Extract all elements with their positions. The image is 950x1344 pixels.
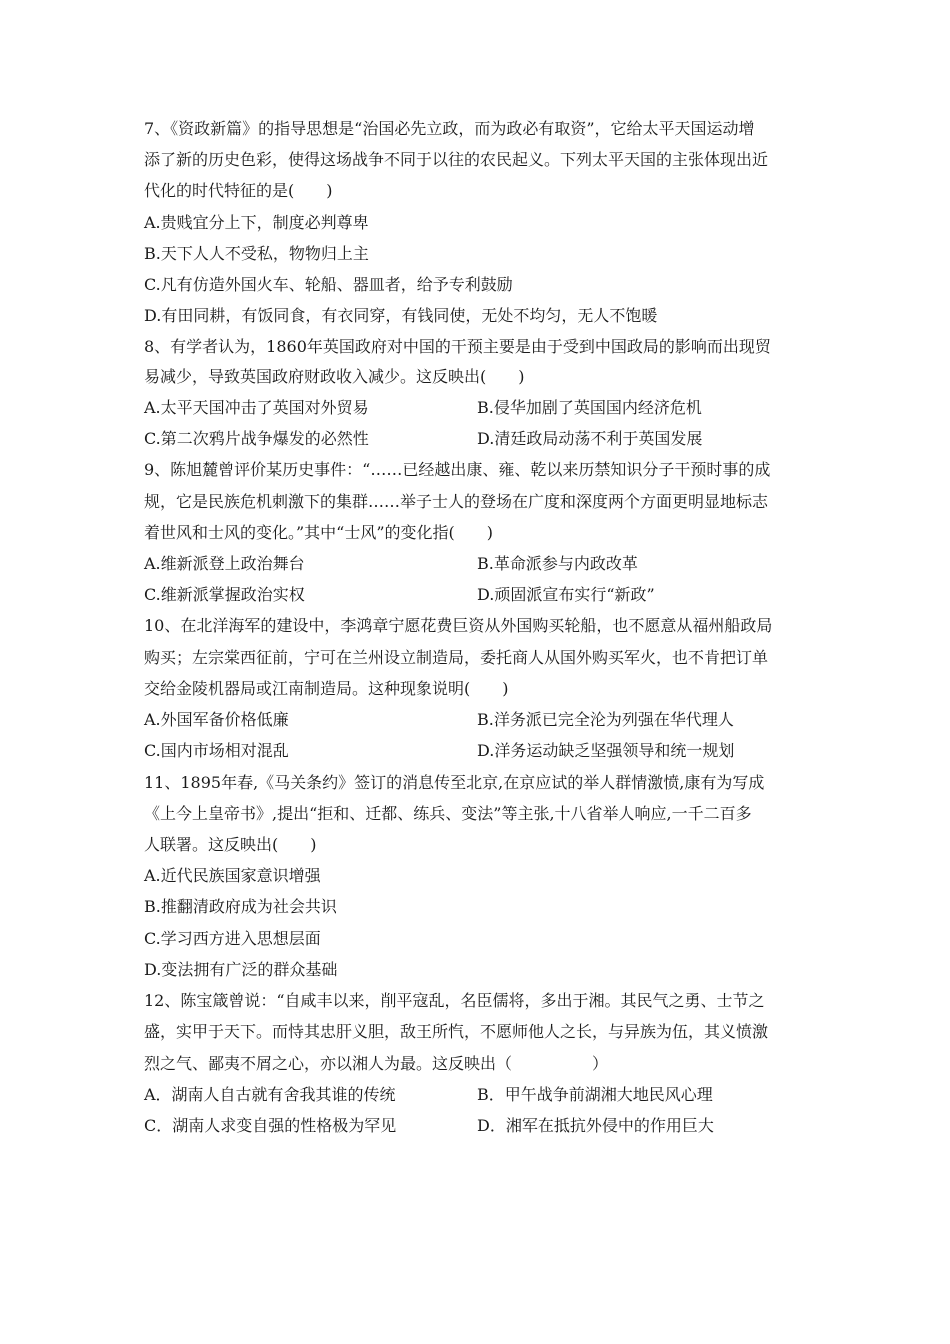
q12-stem-line-1: 12、陈宝箴曾说：“自咸丰以来，削平寇乱，名臣儒将，多出于湘。其民气之勇、士节之	[144, 991, 765, 1010]
q7-stem-line-3: 代化的时代特征的是( )	[144, 181, 333, 200]
q8-option-c: C.第二次鸦片战争爆发的必然性	[144, 429, 369, 448]
q9-stem-line-1: 9、陈旭麓曾评价某历史事件：“……已经越出康、雍、乾以来历禁知识分子干预时事的成	[144, 460, 771, 479]
q9-option-b: B.革命派参与内政改革	[477, 554, 638, 573]
q10-option-a: A.外国军备价格低廉	[144, 710, 289, 729]
q12-option-c: C．湖南人求变自强的性格极为罕见	[144, 1116, 397, 1135]
q12-option-a: A．湖南人自古就有舍我其谁的传统	[144, 1085, 396, 1104]
q8-option-a: A.太平天国冲击了英国对外贸易	[144, 398, 369, 417]
q11-stem-line-1: 11、1895年春,《马关条约》签订的消息传至北京,在京应试的举人群情激愤,康有为写成	[144, 773, 765, 792]
q11-option-d: D.变法拥有广泛的群众基础	[144, 960, 338, 979]
q9-stem-line-3: 着世风和士风的变化。”其中“士风”的变化指( )	[144, 523, 494, 542]
q12-option-b: B．甲午战争前湖湘大地民风心理	[477, 1085, 713, 1104]
q11-stem-line-3: 人联署。这反映出( )	[144, 835, 317, 854]
q10-stem-line-2: 购买；左宗棠西征前，宁可在兰州设立制造局，委托商人从国外购买军火，也不肯把订单	[144, 648, 769, 667]
q10-stem-line-3: 交给金陵机器局或江南制造局。这种现象说明( )	[144, 679, 509, 698]
q9-option-a: A.维新派登上政治舞台	[144, 554, 305, 573]
q7-stem-line-1: 7、《资政新篇》的指导思想是“治国必先立政，而为政必有取资”，它给太平天国运动增	[144, 119, 755, 138]
q11-stem-line-2: 《上今上皇帝书》,提出“拒和、迁都、练兵、变法”等主张,十八省举人响应,一千二百多	[144, 804, 752, 823]
q9-stem-line-2: 规，它是民族危机刺激下的集群……举子士人的登场在广度和深度两个方面更明显地标志	[144, 492, 769, 511]
q8-stem-line-1: 8、有学者认为，1860年英国政府对中国的干预主要是由于受到中国政局的影响而出现贸	[144, 337, 771, 356]
q9-option-d: D.顽固派宣布实行“新政”	[477, 585, 655, 604]
q12-option-d: D．湘军在抵抗外侵中的作用巨大	[477, 1116, 714, 1135]
q7-stem-line-2: 添了新的历史色彩，使得这场战争不同于以往的农民起义。下列太平天国的主张体现出近	[144, 150, 769, 169]
q8-option-b: B.侵华加剧了英国国内经济危机	[477, 398, 702, 417]
q9-option-c: C.维新派掌握政治实权	[144, 585, 305, 604]
q8-stem-line-2: 易减少，导致英国政府财政收入减少。这反映出( )	[144, 367, 525, 386]
q12-stem-line-2: 盛，实甲于天下。而恃其忠肝义胆，敌王所忾，不愿师他人之长，与异族为伍，其义愤激	[144, 1022, 769, 1041]
q7-option-d: D.有田同耕，有饭同食，有衣同穿，有钱同使，无处不均匀，无人不饱暖	[144, 306, 658, 325]
q10-option-b: B.洋务派已完全沦为列强在华代理人	[477, 710, 734, 729]
q7-option-a: A.贵贱宜分上下，制度必判尊卑	[144, 213, 369, 232]
q7-option-c: C.凡有仿造外国火车、轮船、器皿者，给予专利鼓励	[144, 275, 513, 294]
q7-option-b: B.天下人人不受私，物物归上主	[144, 244, 369, 263]
q12-stem-line-3: 烈之气、鄙夷不屑之心，亦以湘人为最。这反映出（ ）	[144, 1054, 609, 1073]
q11-option-c: C.学习西方进入思想层面	[144, 929, 321, 948]
q11-option-b: B.推翻清政府成为社会共识	[144, 897, 337, 916]
q10-stem-line-1: 10、在北洋海军的建设中，李鸿章宁愿花费巨资从外国购买轮船，也不愿意从福州船政局	[144, 616, 773, 635]
q8-option-d: D.清廷政局动荡不利于英国发展	[477, 429, 703, 448]
q10-option-c: C.国内市场相对混乱	[144, 741, 289, 760]
q10-option-d: D.洋务运动缺乏坚强领导和统一规划	[477, 741, 735, 760]
q11-option-a: A.近代民族国家意识增强	[144, 866, 321, 885]
